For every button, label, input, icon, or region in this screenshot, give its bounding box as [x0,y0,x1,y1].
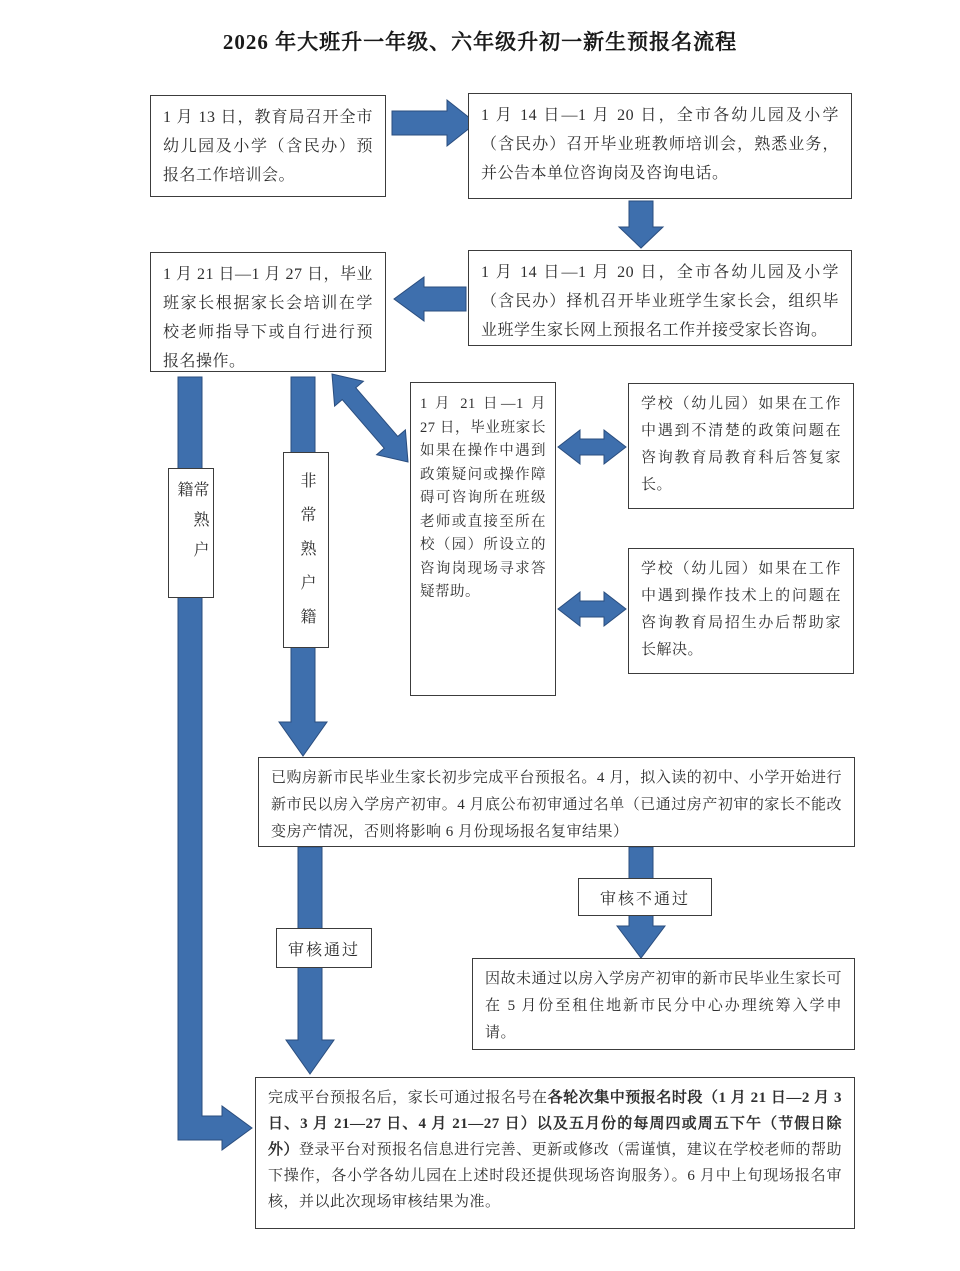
box-step1-training-meeting: 1 月 13 日，教育局召开全市幼儿园及小学（含民办）预报名工作培训会。 [150,95,386,197]
box-step2-teacher-training: 1 月 14 日—1 月 20 日，全市各幼儿园及小学（含民办）召开毕业班教师培训会，熟悉业务，并公告本单位咨询岗及咨询电话。 [468,93,852,199]
box-review-fail-followup: 因故未通过以房入学房产初审的新市民毕业生家长可在 5 月份至租住地新市民分中心办理统筹入学申请。 [472,958,855,1050]
arrow-policy-bidirectional-icon [558,430,626,464]
label-changshu-household: 常熟户籍 [168,468,214,598]
final-text-regular-end: 登录平台对预报名信息进行完善、更新或修改（需谨慎，建议在学校老师的帮助下操作，各小学各幼儿园在上述时段还提供现场咨询服务）。6 月中上旬现场报名审核，并以此次现场审核结果为准。 [268,1142,842,1210]
box-property-initial-review: 已购房新市民毕业生家长初步完成平台预报名。4 月，拟入读的初中、小学开始进行新市民以房入学房产初审。4 月底公布初审通过名单（已通过房产初审的家长不能改变房产情况，否则将影响 6 月份现场报名复审结果） [258,757,855,847]
box-final-confirmation [255,1077,855,1229]
final-text-bold-dates: 各轮次集中预报名时段（1 月 21 日—2 月 3 日、3 月 21—27 日、4 月 21—27 日）以及五月份的每周四或周五下午（节假日除外） [268,1090,842,1158]
label-review-fail: 审核不通过 [578,878,712,916]
box-policy-question: 学校（幼儿园）如果在工作中遇到不清楚的政策问题在咨询教育局教育科后答复家长。 [628,383,854,509]
box-step3-parent-meeting: 1 月 14 日—1 月 20 日，全市各幼儿园及小学（含民办）择机召开毕业班学生家长会，组织毕业班学生家长网上预报名工作并接受家长咨询。 [468,250,852,346]
page-title: 2026 年大班升一年级、六年级升初一新生预报名流程 [222,30,738,54]
box-technical-question: 学校（幼儿园）如果在工作中遇到操作技术上的问题在咨询教育局招生办后帮助家长解决。 [628,548,854,674]
box-consultation-help: 1 月 21 日—1 月 27 日，毕业班家长如果在操作中遇到政策疑问或操作障碍可咨询所在班级老师或直接至所在校（园）所设立的咨询岗现场寻求答疑帮助。 [410,382,556,696]
arrow-tech-bidirectional-icon [558,592,626,626]
box-step4-parent-registration: 1 月 21 日—1 月 27 日，毕业班家长根据家长会培训在学校老师指导下或自行进行预报名操作。 [150,252,386,372]
label-non-changshu-household: 非常熟户籍 [283,452,329,648]
label-review-pass: 审核通过 [276,928,372,968]
final-text-regular-start: 完成平台预报名后，家长可通过报名号在 [268,1090,548,1106]
arrow-step2-to-step3-icon [619,201,663,248]
arrow-step3-to-step4-icon [394,277,466,321]
arrow-step1-to-step2-icon [392,100,476,146]
arrow-consult-diagonal-bidirectional-icon [332,374,408,462]
